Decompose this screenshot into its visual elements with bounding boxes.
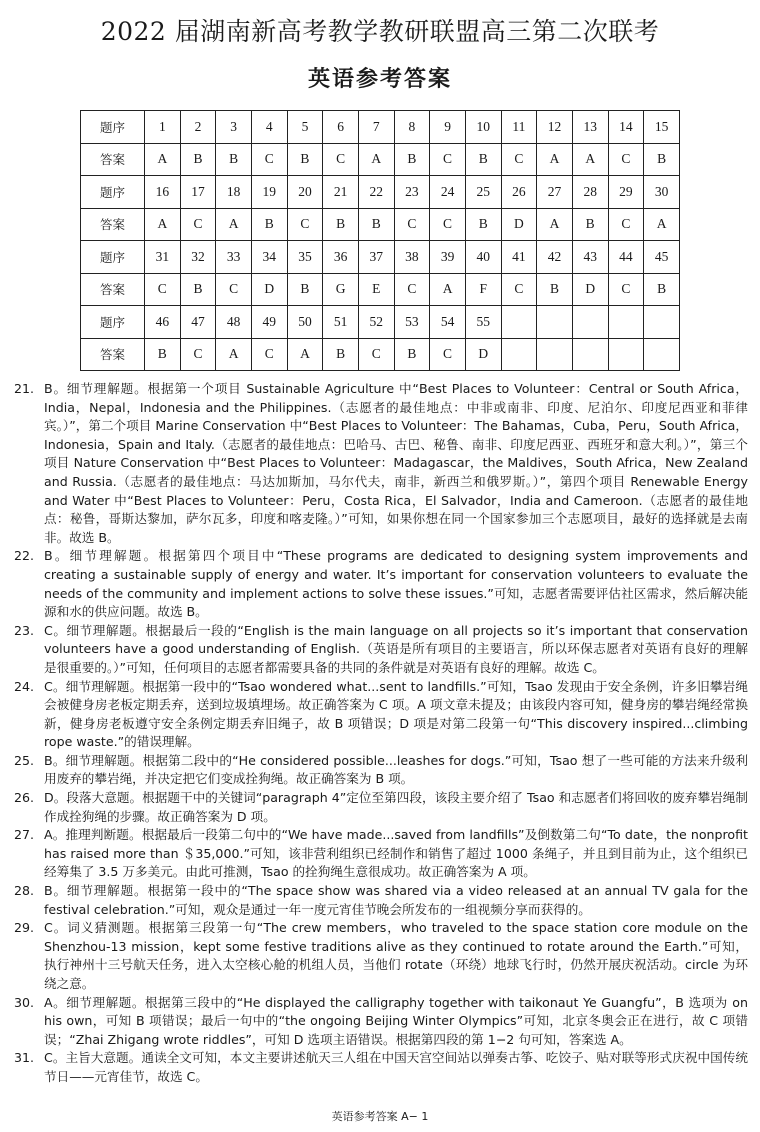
row-header: 题序: [81, 111, 145, 144]
answer-cell: C: [287, 208, 323, 241]
question-number-cell: 30: [644, 176, 680, 209]
answer-cell: [501, 338, 537, 371]
explanations-list: [14, 380, 748, 1087]
answer-cell: C: [430, 143, 466, 176]
question-number-cell: 51: [323, 306, 359, 339]
answer-cell: A: [216, 208, 252, 241]
answer-cell: A: [537, 208, 573, 241]
answer-cell: F: [465, 273, 501, 306]
question-number-cell: 20: [287, 176, 323, 209]
answer-cell: B: [465, 143, 501, 176]
question-number-cell: 7: [358, 111, 394, 144]
question-number: 23.: [14, 622, 35, 638]
question-number-cell: 18: [216, 176, 252, 209]
answer-cell: B: [537, 273, 573, 306]
question-number-cell: [501, 306, 537, 339]
answer-cell: C: [501, 273, 537, 306]
question-number: 26.: [14, 790, 35, 806]
question-number-cell: 29: [608, 176, 644, 209]
question-number-cell: [644, 306, 680, 339]
explanation-item: [14, 994, 748, 1050]
question-number-cell: 33: [216, 241, 252, 274]
question-number-cell: 35: [287, 241, 323, 274]
question-number: 25.: [14, 752, 35, 768]
question-number-cell: 32: [180, 241, 216, 274]
answer-cell: D: [465, 338, 501, 371]
explanation-item: [14, 678, 748, 752]
question-number: 28.: [14, 883, 35, 899]
question-number-cell: 16: [144, 176, 180, 209]
answer-table: [80, 110, 680, 371]
explanation-text: B。细节理解题。根据第四个项目中“These programs are dedicated to designing system improvements and creating a sustainable supply of energy and water. It’s important for conservation volunteers to evaluate the needs of the community and implement actions to solve these issues.”可知，志愿者需要评估社区需求，然后解决能源和水的供应问题。故选 B。: [44, 548, 748, 620]
answer-cell: A: [144, 208, 180, 241]
question-number-cell: 40: [465, 241, 501, 274]
answer-cell: B: [394, 338, 430, 371]
question-number-cell: 42: [537, 241, 573, 274]
question-number: 30.: [14, 994, 35, 1010]
answer-cell: D: [572, 273, 608, 306]
question-number-cell: 24: [430, 176, 466, 209]
answer-cell: B: [358, 208, 394, 241]
question-number-cell: 14: [608, 111, 644, 144]
explanation-item: [14, 380, 748, 547]
answer-cell: B: [180, 273, 216, 306]
answer-cell: B: [216, 143, 252, 176]
explanation-item: [14, 789, 748, 826]
answer-cell: C: [358, 338, 394, 371]
answer-cell: A: [358, 143, 394, 176]
question-number-cell: 46: [144, 306, 180, 339]
row-header: 答案: [81, 208, 145, 241]
answer-cell: C: [430, 338, 466, 371]
answer-cell: C: [180, 338, 216, 371]
question-number-cell: 41: [501, 241, 537, 274]
question-number-cell: 10: [465, 111, 501, 144]
answer-cell: D: [501, 208, 537, 241]
explanation-text: B。细节理解题。根据第二段中的“He considered possible...leashes for dogs.”可知，Tsao 想了一些可能的方法来升级利用废弃的攀岩绳，并决定把它们变成拴狗绳。故正确答案为 B 项。: [44, 752, 748, 787]
question-number-row: [81, 176, 680, 209]
answer-cell: [608, 338, 644, 371]
row-header: 答案: [81, 143, 145, 176]
answer-cell: B: [572, 208, 608, 241]
answer-cell: E: [358, 273, 394, 306]
answer-cell: C: [608, 208, 644, 241]
question-number-cell: 8: [394, 111, 430, 144]
answer-cell: A: [216, 338, 252, 371]
question-number-cell: 15: [644, 111, 680, 144]
answer-cell: A: [572, 143, 608, 176]
question-number-cell: 50: [287, 306, 323, 339]
question-number: 31.: [14, 1050, 35, 1066]
answer-cell: G: [323, 273, 359, 306]
explanation-item: [14, 622, 748, 678]
answer-cell: A: [144, 143, 180, 176]
answer-cell: [537, 338, 573, 371]
answer-cell: B: [644, 143, 680, 176]
answer-cell: A: [537, 143, 573, 176]
explanation-text: B。细节理解题。根据第一段中的“The space show was shared via a video released at an annual TV gala for the festival celebration.”可知，观众是通过一年一度元宵佳节晚会所发布的一组视频分享而获得的。: [44, 883, 748, 917]
answer-cell: B: [323, 338, 359, 371]
question-number: 27.: [14, 827, 35, 843]
question-number-cell: 53: [394, 306, 430, 339]
question-number-cell: 39: [430, 241, 466, 274]
question-number-cell: 6: [323, 111, 359, 144]
explanation-item: [14, 826, 748, 882]
page-title: 2022 届湖南新高考教学教研联盟高三第二次联考: [100, 17, 660, 46]
question-number: 21.: [14, 381, 35, 396]
answer-row: [81, 208, 680, 241]
question-number-cell: 55: [465, 306, 501, 339]
question-number: 29.: [14, 920, 35, 936]
explanation-item: [14, 1049, 748, 1086]
page-subtitle: 英语参考答案: [307, 66, 452, 92]
question-number-cell: 2: [180, 111, 216, 144]
page-footer: 英语参考答案 A− 1: [331, 1110, 429, 1123]
answer-cell: D: [251, 273, 287, 306]
question-number-cell: 12: [537, 111, 573, 144]
answer-cell: C: [608, 273, 644, 306]
question-number-cell: 44: [608, 241, 644, 274]
question-number-cell: 9: [430, 111, 466, 144]
answer-row: [81, 143, 680, 176]
row-header: 题序: [81, 241, 145, 274]
answer-cell: B: [644, 273, 680, 306]
explanation-text: A。推理判断题。根据最后一段第二句中的“We have made...saved from landfills”及倒数第二句“To date，the nonprofit has raised more than ＄35,000.”可知，该非营利组织已经制作和销售了超过 1000 条绳子，并且到目前为止，这个组织已经筹集了 3.5 万多美元。由此可推测，Tsao 的拴狗绳生意很成功。故正确答案为 A 项。: [44, 827, 748, 880]
answer-cell: [572, 338, 608, 371]
question-number-cell: 21: [323, 176, 359, 209]
question-number-cell: 34: [251, 241, 287, 274]
question-number-cell: 13: [572, 111, 608, 144]
answer-cell: B: [394, 143, 430, 176]
explanation-text: A。细节理解题。根据第三段中的“He displayed the calligraphy together with taikonaut Ye Guangfu”，B 选项为 on his own，可知 B 项错误；最后一句中的“the ongoing Beijing Winter Olympics”可知，北京冬奥会正在进行，故 C 项错误；“Zhai Zhigang wrote riddles”，可知 D 选项主语错误。根据第四段的第 1−2 句可知，答案选 A。: [44, 994, 748, 1047]
answer-cell: B: [180, 143, 216, 176]
question-number-cell: 28: [572, 176, 608, 209]
answer-row: [81, 338, 680, 371]
answer-cell: C: [216, 273, 252, 306]
question-number-row: [81, 306, 680, 339]
answer-cell: C: [430, 208, 466, 241]
answer-cell: C: [251, 338, 287, 371]
explanation-text: C。细节理解题。根据最后一段的“English is the main language on all projects so it’s important that conservation volunteers have a good understanding of English.（英语是所有项目的主要语言，所以环保志愿者对英语有良好的理解是很重要的。）”可知，任何项目的志愿者都需要具备的共同的条件就是对英语有良好的理解。故选 C。: [44, 622, 748, 675]
question-number-cell: 17: [180, 176, 216, 209]
question-number-cell: 3: [216, 111, 252, 144]
question-number-cell: 48: [216, 306, 252, 339]
answer-cell: B: [144, 338, 180, 371]
question-number: 22.: [14, 548, 35, 564]
question-number-cell: 36: [323, 241, 359, 274]
answer-cell: C: [323, 143, 359, 176]
question-number-cell: 45: [644, 241, 680, 274]
explanation-item: [14, 547, 748, 621]
question-number-cell: 25: [465, 176, 501, 209]
question-number-cell: 43: [572, 241, 608, 274]
question-number-cell: 38: [394, 241, 430, 274]
answer-cell: B: [323, 208, 359, 241]
answer-cell: B: [287, 273, 323, 306]
answer-cell: C: [394, 208, 430, 241]
question-number-row: [81, 111, 680, 144]
question-number-cell: 11: [501, 111, 537, 144]
question-number-cell: 31: [144, 241, 180, 274]
row-header: 题序: [81, 176, 145, 209]
question-number: 24.: [14, 678, 35, 694]
explanation-text: C。主旨大意题。通读全文可知，本文主要讲述航天三人组在中国天宫空间站以弹奏古筝、吃饺子、贴对联等形式庆祝中国传统节日——元宵佳节，故选 C。: [44, 1050, 748, 1084]
answer-row: [81, 273, 680, 306]
question-number-cell: 37: [358, 241, 394, 274]
answer-cell: C: [144, 273, 180, 306]
answer-cell: C: [501, 143, 537, 176]
row-header: 答案: [81, 338, 145, 371]
question-number-cell: 47: [180, 306, 216, 339]
row-header: 答案: [81, 273, 145, 306]
answer-cell: A: [287, 338, 323, 371]
answer-cell: C: [608, 143, 644, 176]
question-number-cell: 52: [358, 306, 394, 339]
row-header: 题序: [81, 306, 145, 339]
explanation-item: [14, 752, 748, 789]
question-number-cell: 1: [144, 111, 180, 144]
question-number-cell: 5: [287, 111, 323, 144]
answer-cell: A: [644, 208, 680, 241]
question-number-cell: 27: [537, 176, 573, 209]
question-number-cell: 22: [358, 176, 394, 209]
question-number-cell: [608, 306, 644, 339]
question-number-cell: 54: [430, 306, 466, 339]
answer-cell: B: [251, 208, 287, 241]
explanation-text: C。细节理解题。根据第一段中的“Tsao wondered what...sent to landfills.”可知，Tsao 发现由于安全条例，许多旧攀岩绳会被健身房老板定期丢弃，送到垃圾填埋场。故正确答案为 C 项。A 项文章未提及；由该段内容可知，健身房的攀岩绳经常换新，健身房老板遵守安全条例定期丢弃旧绳子，故 B 项错误；D 项是对第二段第一句“This discovery inspired...climbing rope waste.”的错误理解。: [44, 678, 748, 750]
explanation-item: [14, 882, 748, 919]
answer-cell: B: [465, 208, 501, 241]
answer-cell: C: [180, 208, 216, 241]
explanation-text: D。段落大意题。根据题干中的关键词“paragraph 4”定位至第四段，该段主要介绍了 Tsao 和志愿者们将回收的废弃攀岩绳制作成拴狗绳的步骤。故正确答案为 D 项。: [44, 790, 748, 824]
explanation-text: B。细节理解题。根据第一个项目 Sustainable Agriculture 中“Best Places to Volunteer：Central or South Africa，India，Nepal，Indonesia and the Philippines.（志愿者的最佳地点：中非或南非、印度、尼泊尔、印度尼西亚和菲律宾。）”，第二个项目 Marine Conservation 中“Best Places to Volunteer：The Bahamas，Cuba，Peru，South Africa，Indonesia，Spain and Italy.（志愿者的最佳地点：巴哈马、古巴、秘鲁、南非、印度尼西亚、西班牙和意大利。）”，第三个项目 Nature Conservation 中“Best Places to Volunteer：Madagascar，the Maldives，South Africa，New Zealand and Russia.（志愿者的最佳地点：马达加斯加，马尔代夫，南非，新西兰和俄罗斯。）”，第四个项目 Renewable Energy and Water 中“Best Places to Volunteer：Peru，Costa Rica，El Salvador，India and Cameroon.（志愿者的最佳地点：秘鲁，哥斯达黎加，萨尔瓦多，印度和喀麦隆。）”可知，如果你想在同一个国家参加三个志愿项目，最好的选择就是去南非。故选 B。: [44, 381, 748, 545]
answer-cell: A: [430, 273, 466, 306]
question-number-cell: 26: [501, 176, 537, 209]
answer-cell: C: [251, 143, 287, 176]
question-number-cell: [537, 306, 573, 339]
question-number-cell: 49: [251, 306, 287, 339]
answer-cell: [644, 338, 680, 371]
explanation-text: C。词义猜测题。根据第三段第一句“The crew members，who traveled to the space station core module on the Shenzhou-13 mission，kept some festive traditions alive as they continued to rotate around the Earth.”可知，执行神州十三号航天任务，进入太空核心舱的机组人员，当他们 rotate（环绕）地球飞行时，仍然开展庆祝活动。circle 为环绕之意。: [44, 920, 748, 991]
question-number-row: [81, 241, 680, 274]
question-number-cell: 23: [394, 176, 430, 209]
question-number-cell: [572, 306, 608, 339]
question-number-cell: 19: [251, 176, 287, 209]
answer-cell: C: [394, 273, 430, 306]
answer-cell: B: [287, 143, 323, 176]
question-number-cell: 4: [251, 111, 287, 144]
explanation-item: [14, 919, 748, 993]
